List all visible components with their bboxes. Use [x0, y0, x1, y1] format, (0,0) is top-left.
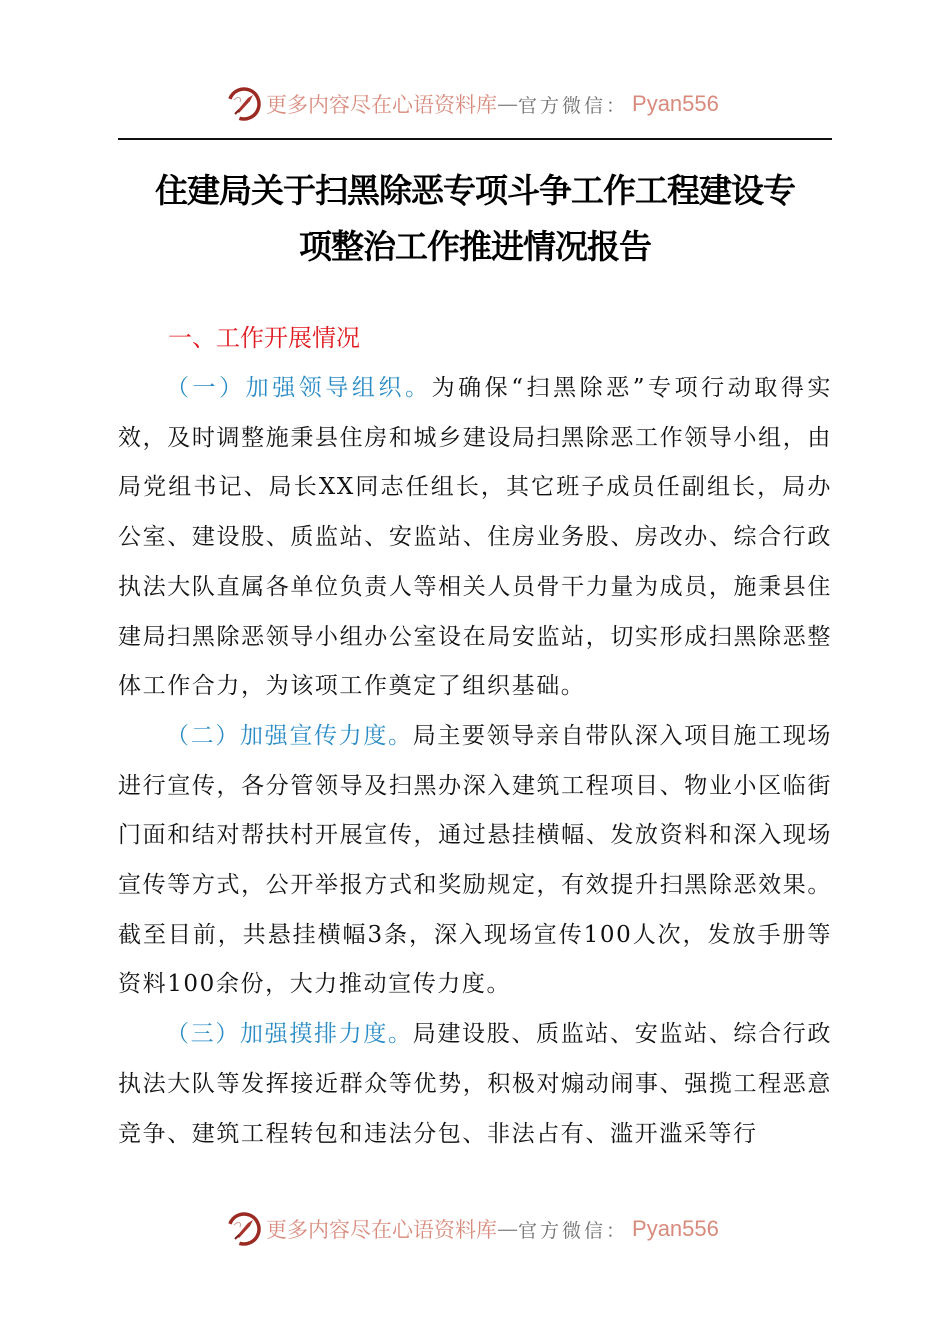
document-body [118, 364, 832, 1159]
banner-library-text: 更多内容尽在心语资料库 [266, 93, 497, 117]
paragraph-3 [118, 1010, 832, 1159]
header-divider [118, 138, 832, 140]
footer-banner [226, 1207, 719, 1251]
paragraph-2-text: 局主要领导亲自带队深入项目施工现场进行宣传，各分管领导及扫黑办深入建筑工程项目、物业小区临街门面和结对帮扶村开展宣传，通过悬挂横幅、发放资料和深入现场宣传等方式，公开举报方式和奖励规定，有效提升扫黑除恶效果。截至目前，共悬挂横幅3条，深入现场宣传100人次，发放手册等资料100余份，大力推动宣传力度。 [118, 722, 833, 998]
quill-pen-logo-icon [226, 86, 262, 122]
banner-dash: — [497, 1217, 518, 1241]
title-line-1: 住建局关于扫黑除恶专项斗争工作工程建设专 [155, 171, 795, 210]
banner-wechat-label: 官方微信： [518, 1219, 629, 1242]
banner-wechat-id: Pyan556 [632, 1216, 719, 1241]
paragraph-1-heading: （一）加强领导组织。 [166, 375, 432, 401]
banner-library-text: 更多内容尽在心语资料库 [266, 1218, 497, 1242]
section-heading: 一、工作开展情况 [168, 324, 360, 352]
document-title [118, 163, 832, 275]
paragraph-1-text: 为确保“扫黑除恶”专项行动取得实效，及时调整施秉县住房和城乡建设局扫黑除恶工作领导小组，由局党组书记、局长XX同志任组长，其它班子成员任副组长，局办公室、建设股、质监站、安监站、住房业务股、房改办、综合行政执法大队直属各单位负责人等相关人员骨干力量为成员，施秉县住建局扫黑除恶领导小组办公室设在局安监站，切实形成扫黑除恶整体工作合力，为该项工作奠定了组织基础。 [118, 375, 833, 700]
quill-pen-logo-icon [226, 1211, 262, 1247]
paragraph-3-text: 局建设股、质监站、安监站、综合行政执法大队等发挥接近群众等优势，积极对煽动闹事、强揽工程恶意竞争、建筑工程转包和违法分包、非法占有、滥开滥采等行 [118, 1021, 833, 1147]
banner-wechat-label: 官方微信： [518, 94, 629, 117]
header-banner [226, 82, 719, 126]
banner-dash: — [497, 92, 518, 116]
paragraph-2 [118, 712, 832, 1010]
paragraph-1 [118, 364, 832, 712]
paragraph-2-heading: （二）加强宣传力度。 [166, 722, 413, 749]
banner-wechat-id: Pyan556 [632, 91, 719, 116]
paragraph-3-heading: （三）加强摸排力度。 [166, 1021, 413, 1048]
title-line-2: 项整治工作推进情况报告 [299, 227, 651, 266]
